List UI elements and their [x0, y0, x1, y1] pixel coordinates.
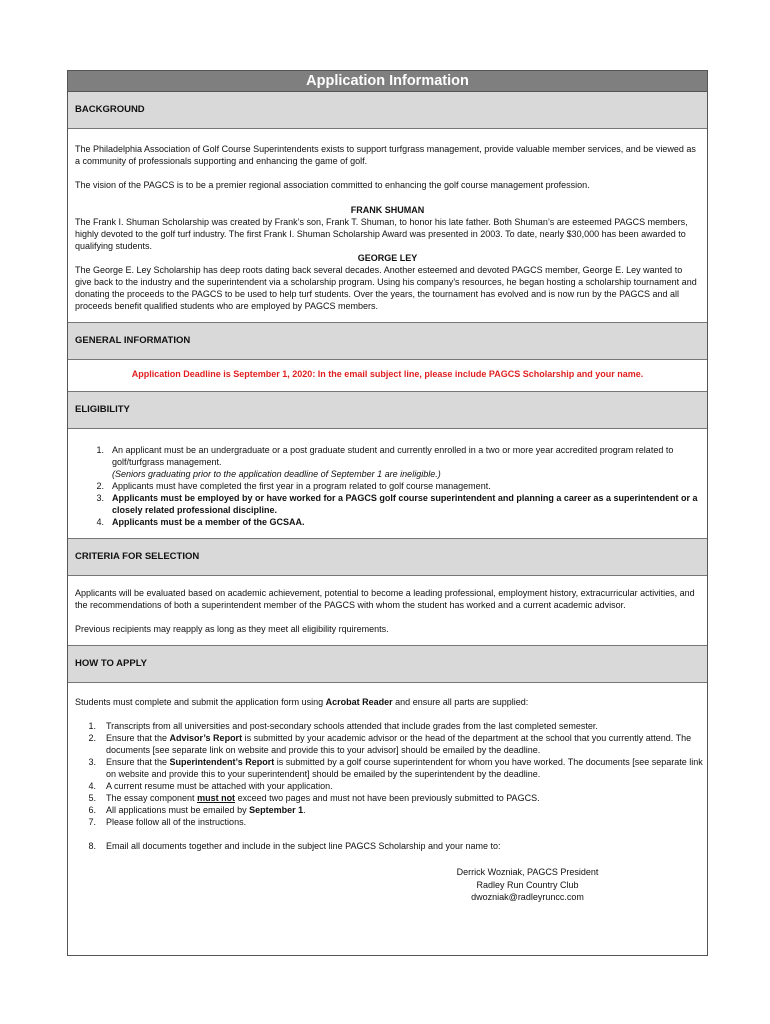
step-text-a: Ensure that the [106, 757, 170, 767]
apply-step-text: Please follow all of the instructions. [106, 817, 247, 827]
criteria-paragraph-2: Previous recipients may reapply as long as they meet all eligibility rquirements. [75, 624, 389, 634]
apply-steps-list [68, 720, 707, 852]
apply-step-text [106, 804, 707, 816]
apply-intro-text-end: and ensure all parts are supplied: [392, 697, 529, 707]
apply-step [68, 792, 707, 804]
list-number: 3. [88, 757, 96, 767]
eligibility-item-text: Applicants must have completed the first year in a program related to golf course management. [112, 481, 491, 491]
eligibility-item [68, 516, 700, 528]
apply-step-text [106, 792, 707, 804]
deadline-date-label: September 1 [249, 805, 304, 815]
eligibility-item-text: Applicants must be a member of the GCSAA. [112, 517, 305, 527]
george-ley-text: The George E. Ley Scholarship has deep roots dating back several decades. Another esteemed and devoted PAGCS member, George E. Ley wanted to give back to the industry and the superintendent via a scholarship program. Using his company’s resources, he began hosting a scholarship tournament and donating the proceeds to the PAGCS to be used to help turf students. Over the years, the tournament has evolved and is now run by the PAGCS and all proceeds benefit qualified students who are employed by PAGCS members. [75, 265, 697, 311]
eligibility-item-text: Applicants must be employed by or have worked for a PAGCS golf course superintendent and planning a career as a superintendent or a closely related professional discipline. [112, 493, 698, 515]
general-information-section [68, 360, 707, 391]
list-number: 6. [88, 805, 96, 815]
apply-step [68, 720, 707, 732]
list-number: 4. [88, 781, 96, 791]
list-number: 3. [96, 493, 104, 503]
how-to-apply-section [68, 683, 707, 904]
list-number: 7. [88, 817, 96, 827]
step-text-a: The essay component [106, 793, 198, 803]
eligibility-section [68, 429, 707, 538]
eligibility-item-text: An applicant must be an undergraduate or a post graduate student and currently enrolled in a two or more year accredited program related to golf/turfgrass management. [112, 445, 674, 467]
list-number: 1. [96, 445, 104, 455]
apply-step [68, 756, 707, 780]
application-document [67, 70, 708, 956]
background-paragraph-2: The vision of the PAGCS is to be a premier regional association committed to enhancing the golf course management profession. [75, 180, 590, 190]
section-header-how-to-apply: HOW TO APPLY [68, 645, 707, 683]
contact-club: Radley Run Country Club [476, 879, 579, 890]
section-header-background: BACKGROUND [68, 92, 707, 129]
contact-name: Derrick Wozniak, PAGCS President [456, 867, 599, 877]
frank-shuman-heading: FRANK SHUMAN [350, 205, 425, 215]
section-header-criteria: CRITERIA FOR SELECTION [68, 538, 707, 576]
list-number: 8. [88, 841, 96, 851]
apply-step-text: Transcripts from all universities and post-secondary schools attended that include grades from the last completed semester. [106, 721, 598, 731]
superintendents-report-label: Superintendent’s Report [169, 757, 275, 767]
apply-step-text [106, 756, 707, 780]
eligibility-item [68, 480, 700, 492]
must-not-label: must not [197, 793, 236, 803]
apply-step-text: A current resume must be attached with your application. [106, 781, 333, 791]
step-text-c: is submitted by a golf course superintendent for whom you have worked. The documents [see separate link on website and provide this to your superintendent] should be emailed by the superintendent by the deadline. [106, 757, 703, 779]
list-number: 2. [96, 481, 104, 491]
frank-shuman-text: The Frank I. Shuman Scholarship was created by Frank’s son, Frank T. Shuman, to honor his late father. Both Shuman’s are esteemed PAGCS members, highly devoted to the golf turf industry. The first Frank I. Shuman Scholarship Award was presented in 2003. To date, nearly $30,000 has been awarded to qualifying students. [75, 217, 688, 251]
contact-email: dwozniak@radleyruncc.com [471, 892, 584, 902]
apply-intro [68, 696, 707, 708]
criteria-paragraph-1: Applicants will be evaluated based on academic achievement, potential to become a leading professional, employment history, extracurricular activities, and the recommendations of both a superintendent member of the PAGCS with whom the student has worked and a current academic advisor. [75, 588, 695, 610]
background-section [68, 129, 707, 312]
list-number: 1. [88, 721, 96, 731]
step-text-c: exceed two pages and must not have been previously submitted to PAGCS. [235, 793, 540, 803]
advisors-report-label: Advisor’s Report [169, 733, 243, 743]
step-text-a: Ensure that the [106, 733, 170, 743]
acrobat-reader-label: Acrobat Reader [325, 697, 393, 707]
section-header-general-information: GENERAL INFORMATION [68, 322, 707, 360]
contact-block [68, 866, 707, 904]
step-text-a: All applications must be emailed by [106, 805, 250, 815]
apply-step [68, 816, 707, 828]
eligibility-item-note: (Seniors graduating prior to the application deadline of September 1 are ineligible.) [112, 469, 441, 479]
section-header-eligibility: ELIGIBILITY [68, 391, 707, 429]
step-text-c: is submitted by your academic advisor or the head of the department at the school that you currently attend. The documents [see separate link on website and provide this to your advisor] should be emailed by the deadline. [106, 733, 692, 755]
apply-step [68, 840, 707, 852]
apply-step [68, 732, 707, 756]
apply-intro-text: Students must complete and submit the application form using [75, 697, 326, 707]
application-deadline: Application Deadline is September 1, 2020: In the email subject line, please include PAGCS Scholarship and your name. [131, 369, 644, 379]
eligibility-item [68, 444, 700, 480]
apply-step-text [106, 732, 707, 756]
step-text-c: . [303, 805, 306, 815]
list-number: 5. [88, 793, 96, 803]
apply-step [68, 804, 707, 816]
criteria-section [68, 576, 707, 645]
page-title: Application Information [68, 71, 707, 92]
apply-step-text: Email all documents together and include in the subject line PAGCS Scholarship and your name to: [106, 841, 501, 851]
list-number: 4. [96, 517, 104, 527]
list-text [112, 444, 700, 480]
background-paragraph-1: The Philadelphia Association of Golf Course Superintendents exists to support turfgrass management, provide valuable member services, and be viewed as a community of professionals supporting and enhancing the game of golf. [75, 144, 696, 166]
george-ley-heading: GEORGE LEY [357, 253, 418, 263]
list-number: 2. [88, 733, 96, 743]
eligibility-list [68, 444, 700, 528]
apply-step [68, 780, 707, 792]
eligibility-item [68, 492, 700, 516]
